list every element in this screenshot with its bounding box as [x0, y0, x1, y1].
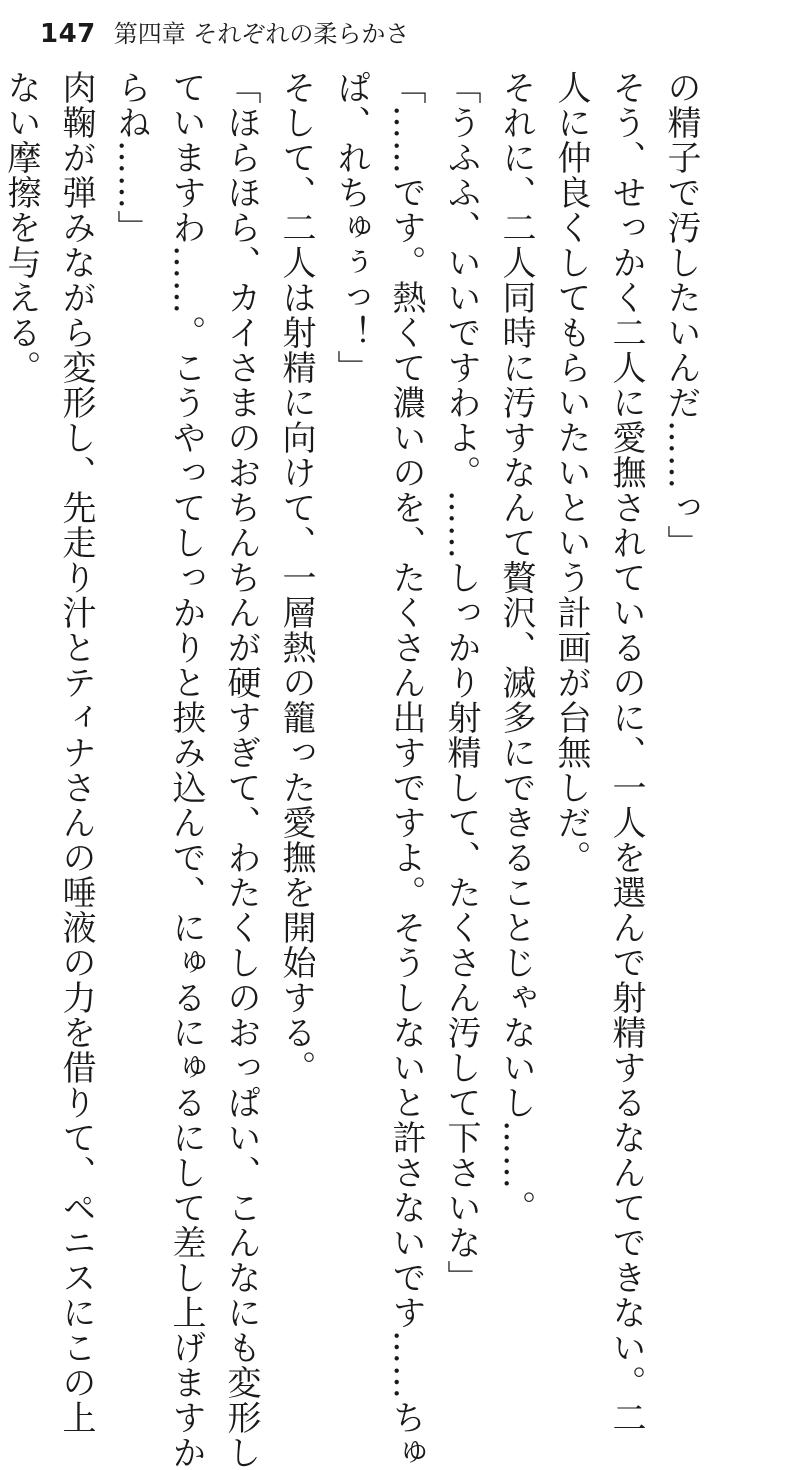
text-line: 人に仲良くしてもらいたいという計画が台無しだ。: [551, 70, 591, 875]
text-line: ぱ、れちゅぅっ！」: [331, 70, 371, 385]
page-number: 147: [40, 19, 96, 49]
text-line: ない摩擦を与える。: [1, 70, 41, 385]
vertical-body-text: [1, 70, 708, 1470]
chapter-title: 第四章 それぞれの柔らかさ: [113, 20, 410, 48]
text-line: 「……です。熱くて濃いのを、たくさん出すですよ。そうしないと許さないです……ちゅ: [386, 70, 426, 1470]
text-line: ていますわ……。こうやってしっかりと挟み込んで、にゅるにゅるにして差し上げますか: [166, 70, 206, 1470]
text-line: らね……」: [111, 70, 151, 245]
text-line: そして、二人は射精に向けて、一層熱の籠った愛撫を開始する。: [276, 70, 316, 1085]
text-line: 「うふふ、いいですわよ。……しっかり射精して、たくさん汚して下さいな」: [441, 70, 481, 1295]
text-line: 肉鞠が弾みながら変形し、先走り汁とティナさんの唾液の力を借りて、ペニスにこの上: [56, 70, 96, 1435]
text-line: 「ほらほら、カイさまのおちんちんが硬すぎて、わたくしのおっぱい、こんなにも変形し: [221, 70, 261, 1470]
text-line: の精子で汚したいんだ……っ」: [661, 70, 701, 560]
text-line: そう、せっかく二人に愛撫されているのに、一人を選んで射精するなんてできない。二: [606, 70, 646, 1435]
page-header: [40, 14, 409, 54]
text-line: それに、二人同時に汚すなんて贅沢、滅多にできることじゃないし……。: [496, 70, 536, 1225]
